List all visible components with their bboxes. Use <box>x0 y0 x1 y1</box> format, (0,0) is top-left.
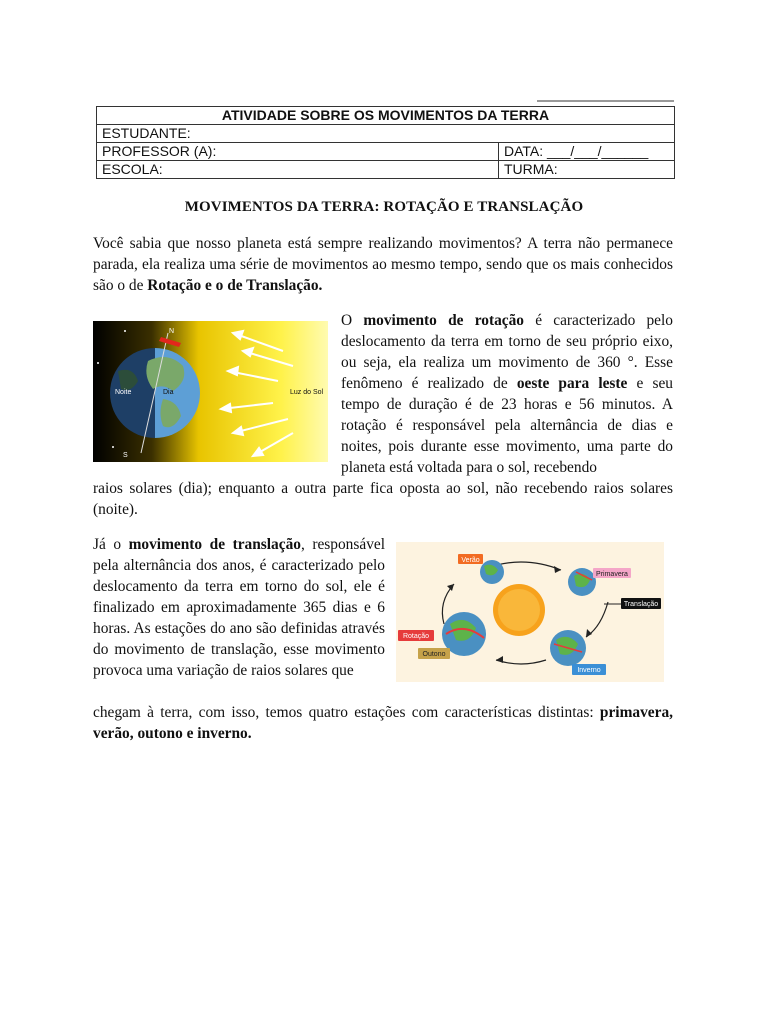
school-field[interactable]: ESCOLA: <box>97 161 499 179</box>
class-field[interactable]: TURMA: <box>499 161 675 179</box>
translation-bold-1: movimento de translação <box>128 536 301 553</box>
earth-winter <box>550 630 586 666</box>
translation-text-1: Já o <box>93 536 129 553</box>
student-field[interactable]: ESTUDANTE: <box>97 125 675 143</box>
rotation-paragraph <box>341 310 673 478</box>
earth-spring <box>568 568 596 596</box>
rotation-bold-1: movimento de rotação <box>363 312 524 329</box>
south-label: S <box>123 452 128 459</box>
translation-paragraph-continued <box>93 702 673 744</box>
earth-summer <box>480 560 504 584</box>
intro-text: Você sabia que nosso planeta está sempre realizando movimentos? A terra não permanece parada, ela realiza uma série de movimentos ao mesmo tempo, sendo que os mais conhecidos são o de <box>93 235 673 294</box>
professor-field[interactable]: PROFESSOR (A): <box>97 143 499 161</box>
rotation-label: Rotação <box>402 633 430 640</box>
translation-bold-2: primavera, verão, outono e inverno. <box>93 704 673 742</box>
intro-bold: Rotação e o de Translação. <box>147 277 323 294</box>
activity-title: ATIVIDADE SOBRE OS MOVIMENTOS DA TERRA <box>97 107 675 125</box>
rotation-text-1: O <box>341 312 364 329</box>
translation-text-3: chegam à terra, com isso, temos quatro estações com características distintas: <box>93 704 600 721</box>
top-rule <box>537 100 674 102</box>
rotation-text-3: e seu tempo de duração é de 23 horas e 56 minutos. A rotação é responsável pela alternância de dias e noites, pois durante esse movimento, uma parte do planeta está voltada para o sol, recebendo <box>341 375 673 476</box>
date-field[interactable]: DATA: ___/___/______ <box>499 143 675 161</box>
day-label: Dia <box>163 389 174 396</box>
autumn-label: Outono <box>422 651 446 658</box>
page-heading: MOVIMENTOS DA TERRA: ROTAÇÃO E TRANSLAÇÃO <box>184 199 584 215</box>
spring-label: Primavera <box>596 571 628 578</box>
rotation-bold-2: oeste para leste <box>516 375 628 392</box>
translation-text-2: , responsável pela alternância dos anos, é caracterizado pelo deslocamento da terra em torno do sol, ele é finalizado em aproximadamente 365 dias e 6 horas. As estações do ano são definidas através do movimento de translação, esse movimento provoca uma variação de raios solares que <box>93 536 386 679</box>
north-label: N <box>169 328 175 335</box>
intro-paragraph <box>93 233 673 296</box>
rotation-text-2: é caracterizado pelo deslocamento da terra em torno de seu próprio eixo, ou seja, ela realiza um movimento de 360 °. Esse fenômeno é realizado de <box>341 312 673 392</box>
sunlight-label: Luz do Sol <box>290 389 324 396</box>
night-label: Noite <box>115 389 132 396</box>
header-table <box>96 106 675 179</box>
rotation-paragraph-continued: raios solares (dia); enquanto a outra parte fica oposta ao sol, não recebendo raios solares (noite). <box>93 480 673 518</box>
translation-image <box>396 542 664 682</box>
translation-paragraph <box>93 534 385 681</box>
summer-label: Verão <box>461 557 480 564</box>
winter-label: Inverno <box>577 667 601 674</box>
translation-label: Translação <box>623 601 659 608</box>
rotation-image <box>93 321 328 462</box>
